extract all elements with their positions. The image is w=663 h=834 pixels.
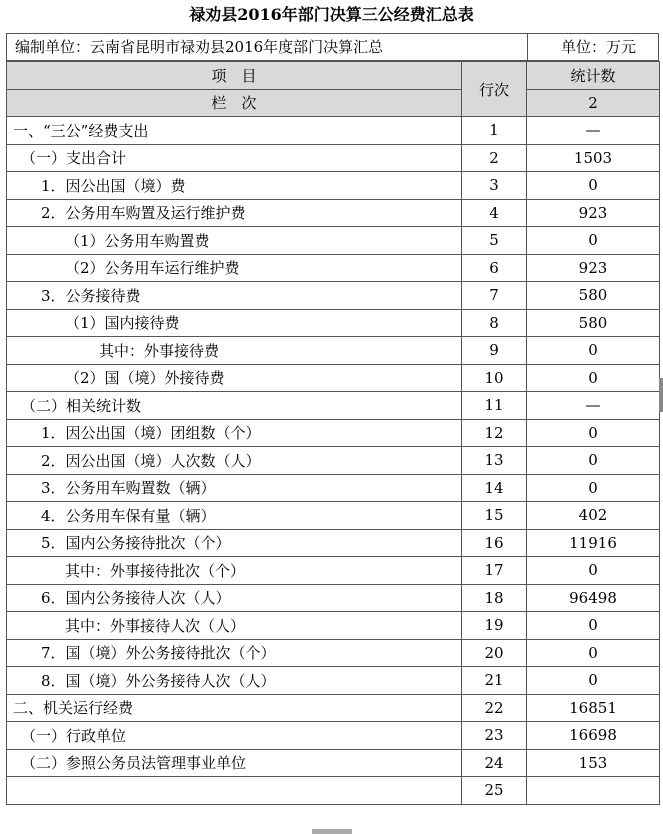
row-value: 0 [527, 639, 660, 667]
row-value: 16698 [527, 722, 660, 750]
row-number: 8 [462, 309, 527, 337]
row-label: 3．公务接待费 [7, 282, 462, 310]
row-number: 19 [462, 612, 527, 640]
row-label: （一）行政单位 [7, 722, 462, 750]
row-value: 96498 [527, 584, 660, 612]
table-row [7, 392, 660, 420]
row-label: （1）国内接待费 [7, 309, 462, 337]
row-number: 16 [462, 529, 527, 557]
row-label [7, 777, 462, 805]
table-row [7, 502, 660, 530]
row-label: （1）公务用车购置费 [7, 227, 462, 255]
row-value: 923 [527, 254, 660, 282]
row-value: 923 [527, 199, 660, 227]
row-label: （二）相关统计数 [7, 392, 462, 420]
row-number: 22 [462, 694, 527, 722]
row-value: 16851 [527, 694, 660, 722]
resize-handle[interactable] [312, 829, 352, 834]
row-number: 10 [462, 364, 527, 392]
table-row [7, 117, 660, 145]
row-number: 23 [462, 722, 527, 750]
row-label: 2．公务用车购置及运行维护费 [7, 199, 462, 227]
row-value: 0 [527, 419, 660, 447]
row-label: 1．因公出国（境）费 [7, 172, 462, 200]
table-row [7, 254, 660, 282]
table-row [7, 337, 660, 365]
row-value: 0 [527, 667, 660, 695]
table-row [7, 227, 660, 255]
row-number: 3 [462, 172, 527, 200]
row-number: 17 [462, 557, 527, 585]
row-value: 0 [527, 474, 660, 502]
header-row-1 [7, 62, 660, 90]
row-label: 一、“三公”经费支出 [7, 117, 462, 145]
row-number: 24 [462, 749, 527, 777]
info-bar [6, 33, 659, 61]
table-row [7, 529, 660, 557]
header-row-2 [7, 89, 660, 117]
table-row [7, 172, 660, 200]
info-divider [527, 34, 528, 60]
compiling-unit: 编制单位：云南省昆明市禄劝县2016年度部门决算汇总 [15, 38, 384, 56]
table-row [7, 199, 660, 227]
currency-unit: 单位：万元 [560, 38, 636, 56]
page-title: 禄劝县2016年部门决算三公经费汇总表 [189, 5, 474, 24]
row-number: 11 [462, 392, 527, 420]
table-row [7, 777, 660, 805]
header-stat: 统计数 [527, 62, 660, 90]
table-row [7, 557, 660, 585]
row-number: 1 [462, 117, 527, 145]
row-label: （2）国（境）外接待费 [7, 364, 462, 392]
table-row [7, 419, 660, 447]
row-label: 其中：外事接待批次（个） [7, 557, 462, 585]
row-value: 0 [527, 172, 660, 200]
row-value: 402 [527, 502, 660, 530]
table-row [7, 612, 660, 640]
row-label: 6．国内公务接待人次（人） [7, 584, 462, 612]
row-value: 11916 [527, 529, 660, 557]
row-value: — [527, 117, 660, 145]
row-label: 8．国（境）外公务接待人次（人） [7, 667, 462, 695]
header-column: 栏 次 [7, 89, 462, 117]
table-row [7, 694, 660, 722]
table-row [7, 474, 660, 502]
row-value: 0 [527, 557, 660, 585]
row-number: 14 [462, 474, 527, 502]
row-label: 二、机关运行经费 [7, 694, 462, 722]
row-label: 其中：外事接待费 [7, 337, 462, 365]
row-number: 5 [462, 227, 527, 255]
table-row [7, 584, 660, 612]
row-number: 9 [462, 337, 527, 365]
table-row [7, 722, 660, 750]
row-number: 18 [462, 584, 527, 612]
row-value: 580 [527, 282, 660, 310]
table-row [7, 309, 660, 337]
row-label: 2．因公出国（境）人次数（人） [7, 447, 462, 475]
row-label: （2）公务用车运行维护费 [7, 254, 462, 282]
row-value: 0 [527, 337, 660, 365]
row-label: 3．公务用车购置数（辆） [7, 474, 462, 502]
row-value: 0 [527, 364, 660, 392]
row-label: 4．公务用车保有量（辆） [7, 502, 462, 530]
row-number: 2 [462, 144, 527, 172]
row-number: 25 [462, 777, 527, 805]
row-number: 7 [462, 282, 527, 310]
row-number: 12 [462, 419, 527, 447]
row-value: 580 [527, 309, 660, 337]
scrollbar-handle[interactable] [659, 378, 663, 412]
row-number: 20 [462, 639, 527, 667]
table-row [7, 282, 660, 310]
row-label: 7．国（境）外公务接待批次（个） [7, 639, 462, 667]
row-label: 1．因公出国（境）团组数（个） [7, 419, 462, 447]
row-number: 21 [462, 667, 527, 695]
row-value: 1503 [527, 144, 660, 172]
row-value: 153 [527, 749, 660, 777]
summary-table [6, 61, 660, 805]
row-number: 4 [462, 199, 527, 227]
row-number: 13 [462, 447, 527, 475]
row-label: 5．国内公务接待批次（个） [7, 529, 462, 557]
header-col-no: 2 [527, 89, 660, 117]
row-number: 6 [462, 254, 527, 282]
table-row [7, 749, 660, 777]
row-value [527, 777, 660, 805]
header-item: 项 目 [7, 62, 462, 90]
table-row [7, 144, 660, 172]
table-row [7, 447, 660, 475]
row-label: 其中：外事接待人次（人） [7, 612, 462, 640]
table-row [7, 667, 660, 695]
row-number: 15 [462, 502, 527, 530]
table-row [7, 364, 660, 392]
row-value: 0 [527, 447, 660, 475]
row-value: 0 [527, 612, 660, 640]
row-value: 0 [527, 227, 660, 255]
table-row [7, 639, 660, 667]
row-label: （二）参照公务员法管理事业单位 [7, 749, 462, 777]
header-row-no: 行次 [462, 62, 527, 117]
row-value: — [527, 392, 660, 420]
row-label: （一）支出合计 [7, 144, 462, 172]
